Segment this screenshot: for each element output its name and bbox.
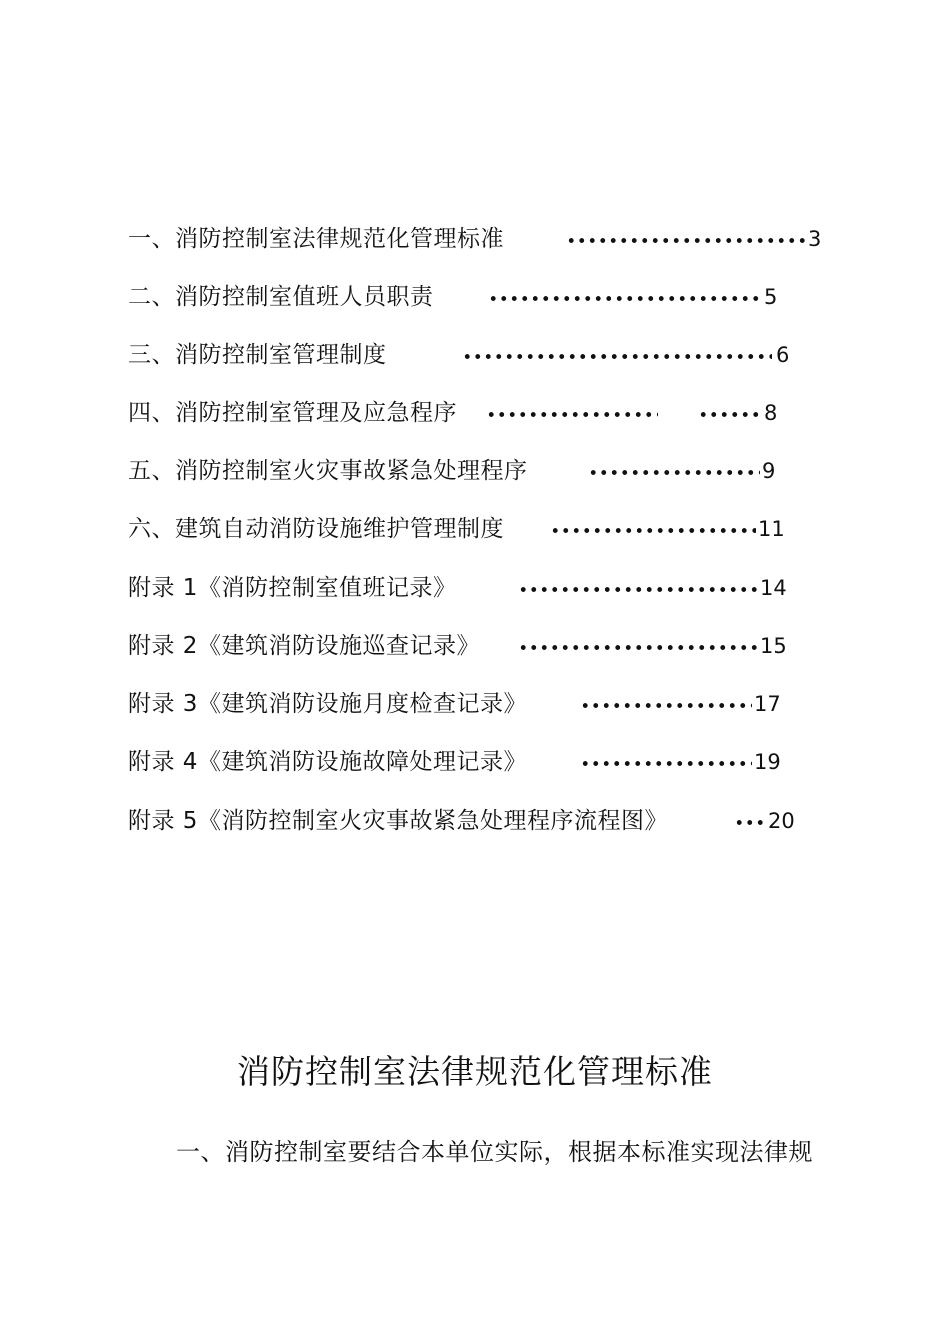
toc-entry-title: 三、消防控制室管理制度 <box>128 342 387 368</box>
toc-leader-dots <box>518 587 758 592</box>
body-paragraph: 一、消防控制室要结合本单位实际，根据本标准实现法律规 <box>176 1138 813 1166</box>
toc-entry[interactable] <box>128 396 828 430</box>
toc-entry-title: 四、消防控制室管理及应急程序 <box>128 400 457 426</box>
toc-entry-title: 附录 3《建筑消防设施月度检查记录》 <box>128 691 527 717</box>
toc-entry[interactable] <box>128 804 828 838</box>
toc-page-number: 5 <box>764 285 778 309</box>
toc-entry[interactable] <box>128 454 828 488</box>
toc-page-number: 20 <box>768 809 795 833</box>
toc-page-number: 17 <box>754 692 781 716</box>
toc-entry-title: 附录 2《建筑消防设施巡查记录》 <box>128 633 480 659</box>
toc-leader-dots <box>580 703 752 708</box>
toc-entry-title: 二、消防控制室值班人员职责 <box>128 284 434 310</box>
toc-page-number: 3 <box>808 227 822 251</box>
toc-leader-dots <box>566 238 806 243</box>
toc-page-number: 15 <box>760 634 787 658</box>
toc-entry[interactable] <box>128 222 828 256</box>
toc-entry-title: 六、建筑自动消防设施维护管理制度 <box>128 516 504 542</box>
toc-leader-dots <box>734 820 766 825</box>
section-heading: 消防控制室法律规范化管理标准 <box>237 1052 713 1091</box>
toc-entry-title: 附录 5《消防控制室火灾事故紧急处理程序流程图》 <box>128 808 668 834</box>
toc-leader-dots <box>462 354 772 359</box>
toc-leader-dots <box>698 412 762 417</box>
toc-leader-dots <box>518 645 758 650</box>
toc-page-number: 8 <box>764 401 778 425</box>
toc-entry[interactable] <box>128 338 828 372</box>
toc-leader-dots <box>588 470 760 475</box>
toc-leader-dots <box>550 528 756 533</box>
toc-page-number: 9 <box>762 459 776 483</box>
toc-entry[interactable] <box>128 571 828 605</box>
toc-leader-dots <box>580 761 752 766</box>
toc-entry[interactable] <box>128 280 828 314</box>
toc-leader-dots <box>488 296 760 301</box>
toc-entry-title: 附录 1《消防控制室值班记录》 <box>128 575 457 601</box>
toc-entry[interactable] <box>128 687 828 721</box>
toc-entry[interactable] <box>128 745 828 779</box>
toc-entry-title: 附录 4《建筑消防设施故障处理记录》 <box>128 749 527 775</box>
toc-entry[interactable] <box>128 629 828 663</box>
toc-page-number: 6 <box>776 343 790 367</box>
toc-entry-title: 五、消防控制室火灾事故紧急处理程序 <box>128 458 528 484</box>
toc-page-number: 19 <box>754 750 781 774</box>
toc-entry[interactable] <box>128 512 828 546</box>
toc-page-number: 11 <box>758 517 785 541</box>
toc-leader-dots <box>486 412 658 417</box>
toc-entry-title: 一、消防控制室法律规范化管理标准 <box>128 226 504 252</box>
toc-page-number: 14 <box>760 576 787 600</box>
